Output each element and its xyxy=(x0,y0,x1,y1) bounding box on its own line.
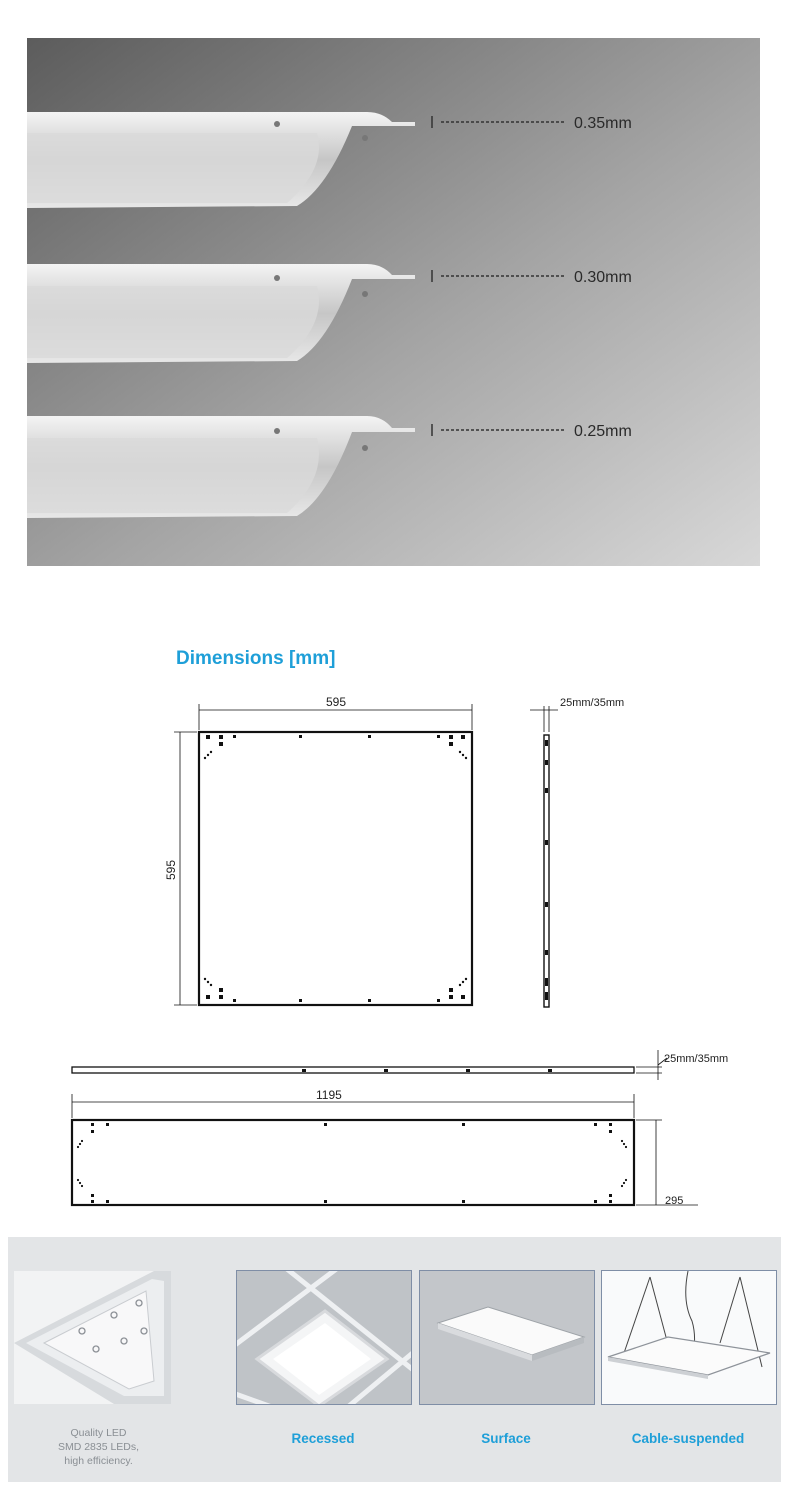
surface-image xyxy=(419,1270,595,1405)
thickness-label-2: 0.30mm xyxy=(574,269,632,286)
cable-suspended-caption: Cable-suspended xyxy=(631,1431,745,1446)
square-depth-label: 25mm/35mm xyxy=(560,697,625,709)
long-depth-dimension-line xyxy=(636,1050,667,1080)
thickness-label-3: 0.25mm xyxy=(574,423,632,440)
features-panel xyxy=(8,1237,781,1482)
dimensions-title: Dimensions [mm] xyxy=(176,648,336,669)
dimension-drawings xyxy=(0,680,790,1220)
recessed-image xyxy=(236,1270,412,1405)
thickness-label-1: 0.35mm xyxy=(574,115,632,132)
long-panel-side-view xyxy=(72,1067,634,1073)
long-height-dimension-line xyxy=(636,1120,698,1205)
square-panel-front-view xyxy=(199,732,472,1005)
square-depth-dimension-line xyxy=(530,706,558,732)
frame-thickness-photo xyxy=(27,38,760,566)
square-height-label: 595 xyxy=(164,859,178,880)
long-width-dimension-line xyxy=(72,1094,634,1118)
cable-suspended-image xyxy=(601,1270,777,1405)
long-height-label: 295 xyxy=(665,1195,684,1207)
led-quality-caption: Quality LED SMD 2835 LEDs, high efficiency. xyxy=(57,1427,140,1467)
square-width-label: 595 xyxy=(326,695,347,709)
recessed-caption: Recessed xyxy=(291,1431,355,1446)
long-panel-front-view xyxy=(72,1120,634,1205)
long-depth-label: 25mm/35mm xyxy=(664,1053,729,1065)
square-panel-side-view xyxy=(544,735,549,1007)
long-width-label: 1195 xyxy=(316,1088,342,1102)
led-closeup-image xyxy=(14,1271,171,1404)
surface-caption: Surface xyxy=(481,1431,531,1446)
